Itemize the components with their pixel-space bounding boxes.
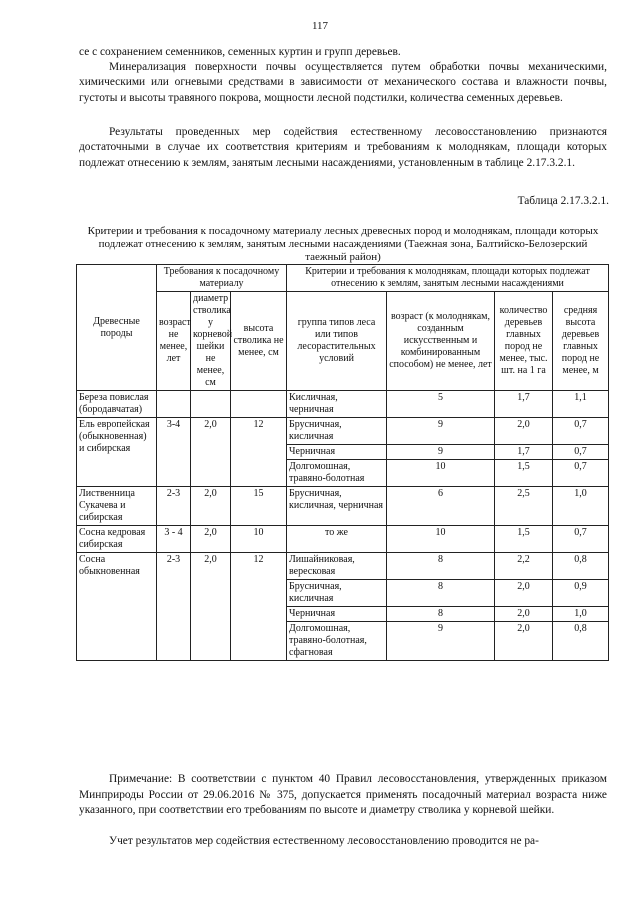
age-cell: 3 - 4 bbox=[157, 526, 191, 553]
forest-type-cell: Черничная bbox=[287, 445, 387, 460]
mean-height-cell: 0,7 bbox=[553, 418, 609, 445]
mean-height-cell: 1,0 bbox=[553, 607, 609, 622]
mean-height-cell: 0,7 bbox=[553, 460, 609, 487]
tree-count-cell: 1,5 bbox=[495, 460, 553, 487]
young-age-cell: 8 bbox=[387, 553, 495, 580]
height-cell: 12 bbox=[231, 553, 287, 661]
table-row bbox=[77, 526, 609, 553]
young-age-cell: 10 bbox=[387, 526, 495, 553]
table-row bbox=[77, 418, 609, 445]
forest-type-cell: Долгомошная, травяно-болотная, сфагновая bbox=[287, 622, 387, 661]
header-height: высота стволика не менее, см bbox=[231, 292, 287, 391]
paragraph-mineralization: Минерализация поверхности почвы осуществляется путем обработки почвы механическими, химическими или огневыми средствами в зависимости от механического состава и влажности почвы, густоты и высоты травяного покрова, мощности лесной подстилки, количества семенных деревьев. bbox=[79, 61, 607, 104]
mean-height-cell: 0,7 bbox=[553, 526, 609, 553]
age-cell: 2-3 bbox=[157, 553, 191, 661]
diameter-cell: 2,0 bbox=[191, 487, 231, 526]
height-cell: 15 bbox=[231, 487, 287, 526]
age-cell: 2-3 bbox=[157, 487, 191, 526]
table-note: Примечание: В соответствии с пунктом 40 Правил лесовосстановления, утвержденных приказом Минприроды России от 29.06.2016 № 375, допускается применять посадочный материал возраста ниже указанного, при соответствии его требованиям по высоте и диаметру стволика у корневой шейки. bbox=[79, 773, 607, 817]
table-caption: Критерии и требования к посадочному материалу лесных древесных пород и молоднякам, площади которых подлежат отнесению к землям, занятым лесными насаждениями (Таежная зона, Балтийско-Белозерский таежный район) bbox=[87, 225, 599, 263]
tree-count-cell: 1,5 bbox=[495, 526, 553, 553]
mean-height-cell: 0,9 bbox=[553, 580, 609, 607]
paragraph-continuation: се с сохранением семенников, семенных куртин и групп деревьев. bbox=[79, 46, 401, 58]
young-age-cell: 5 bbox=[387, 391, 495, 418]
young-age-cell: 10 bbox=[387, 460, 495, 487]
height-cell: 12 bbox=[231, 418, 287, 487]
age-cell: 3-4 bbox=[157, 418, 191, 487]
tree-count-cell: 2,0 bbox=[495, 607, 553, 622]
page-number: 117 bbox=[311, 20, 329, 32]
forest-type-cell: Брусничная, кисличная, черничная bbox=[287, 487, 387, 526]
forest-type-cell: Кисличная, черничная bbox=[287, 391, 387, 418]
young-age-cell: 8 bbox=[387, 607, 495, 622]
mean-height-cell: 0,8 bbox=[553, 622, 609, 661]
mean-height-cell: 1,1 bbox=[553, 391, 609, 418]
species-cell: Лиственница Сукачева и сибирская bbox=[77, 487, 157, 526]
tree-count-cell: 2,0 bbox=[495, 622, 553, 661]
forest-type-cell: Черничная bbox=[287, 607, 387, 622]
header-young-age: возраст (к молоднякам, созданным искусственным и комбинированным способом) не менее, лет bbox=[387, 292, 495, 391]
tree-count-cell: 2,0 bbox=[495, 418, 553, 445]
header-diameter: диаметр стволика у корневой шейки не менее, см bbox=[191, 292, 231, 391]
diameter-cell: 2,0 bbox=[191, 553, 231, 661]
diameter-cell: 2,0 bbox=[191, 526, 231, 553]
tree-count-cell: 2,5 bbox=[495, 487, 553, 526]
paragraph-accounting: Учет результатов мер содействия естественному лесовосстановлению проводится не ра- bbox=[109, 835, 539, 847]
height-cell bbox=[231, 391, 287, 418]
tree-count-cell: 1,7 bbox=[495, 391, 553, 418]
table-row bbox=[77, 487, 609, 526]
header-mean-height: средняя высота деревьев главных пород не менее, м bbox=[553, 292, 609, 391]
table-row bbox=[77, 553, 609, 580]
header-age: возраст не менее, лет bbox=[157, 292, 191, 391]
species-cell: Сосна кедровая сибирская bbox=[77, 526, 157, 553]
header-young-stand-criteria: Критерии и требования к молоднякам, площади которых подлежат отнесению к землям, занятым лесными насаждениями bbox=[287, 265, 609, 292]
tree-count-cell: 2,0 bbox=[495, 580, 553, 607]
header-planting-requirements: Требования к посадочному материалу bbox=[157, 265, 287, 292]
young-age-cell: 6 bbox=[387, 487, 495, 526]
criteria-table bbox=[76, 264, 609, 661]
age-cell bbox=[157, 391, 191, 418]
paragraph-results: Результаты проведенных мер содействия естественному лесовосстановлению признаются достаточными в случае их соответствия критериям и требованиям к молоднякам, площади которых подлежат отнесению к землям, занятым лесными насаждениями, установленным в таблице 2.17.3.2.1. bbox=[79, 126, 607, 169]
forest-type-cell: то же bbox=[287, 526, 387, 553]
young-age-cell: 8 bbox=[387, 580, 495, 607]
mean-height-cell: 0,7 bbox=[553, 445, 609, 460]
species-cell: Береза повислая (бородавчатая) bbox=[77, 391, 157, 418]
tree-count-cell: 2,2 bbox=[495, 553, 553, 580]
forest-type-cell: Брусничная, кисличная bbox=[287, 418, 387, 445]
species-cell: Ель европейская (обыкновенная) и сибирская bbox=[77, 418, 157, 487]
young-age-cell: 9 bbox=[387, 418, 495, 445]
header-tree-count: количество деревьев главных пород не менее, тыс. шт. на 1 га bbox=[495, 292, 553, 391]
height-cell: 10 bbox=[231, 526, 287, 553]
mean-height-cell: 1,0 bbox=[553, 487, 609, 526]
diameter-cell: 2,0 bbox=[191, 418, 231, 487]
diameter-cell bbox=[191, 391, 231, 418]
young-age-cell: 9 bbox=[387, 622, 495, 661]
young-age-cell: 9 bbox=[387, 445, 495, 460]
mean-height-cell: 0,8 bbox=[553, 553, 609, 580]
tree-count-cell: 1,7 bbox=[495, 445, 553, 460]
forest-type-cell: Лишайниковая, вересковая bbox=[287, 553, 387, 580]
species-cell: Сосна обыкновенная bbox=[77, 553, 157, 661]
header-forest-type: группа типов леса или типов лесорастительных условий bbox=[287, 292, 387, 391]
table-row bbox=[77, 391, 609, 418]
forest-type-cell: Брусничная, кисличная bbox=[287, 580, 387, 607]
header-species: Древесные породы bbox=[77, 265, 157, 391]
table-number: Таблица 2.17.3.2.1. bbox=[517, 195, 609, 207]
forest-type-cell: Долгомошная, травяно-болотная bbox=[287, 460, 387, 487]
